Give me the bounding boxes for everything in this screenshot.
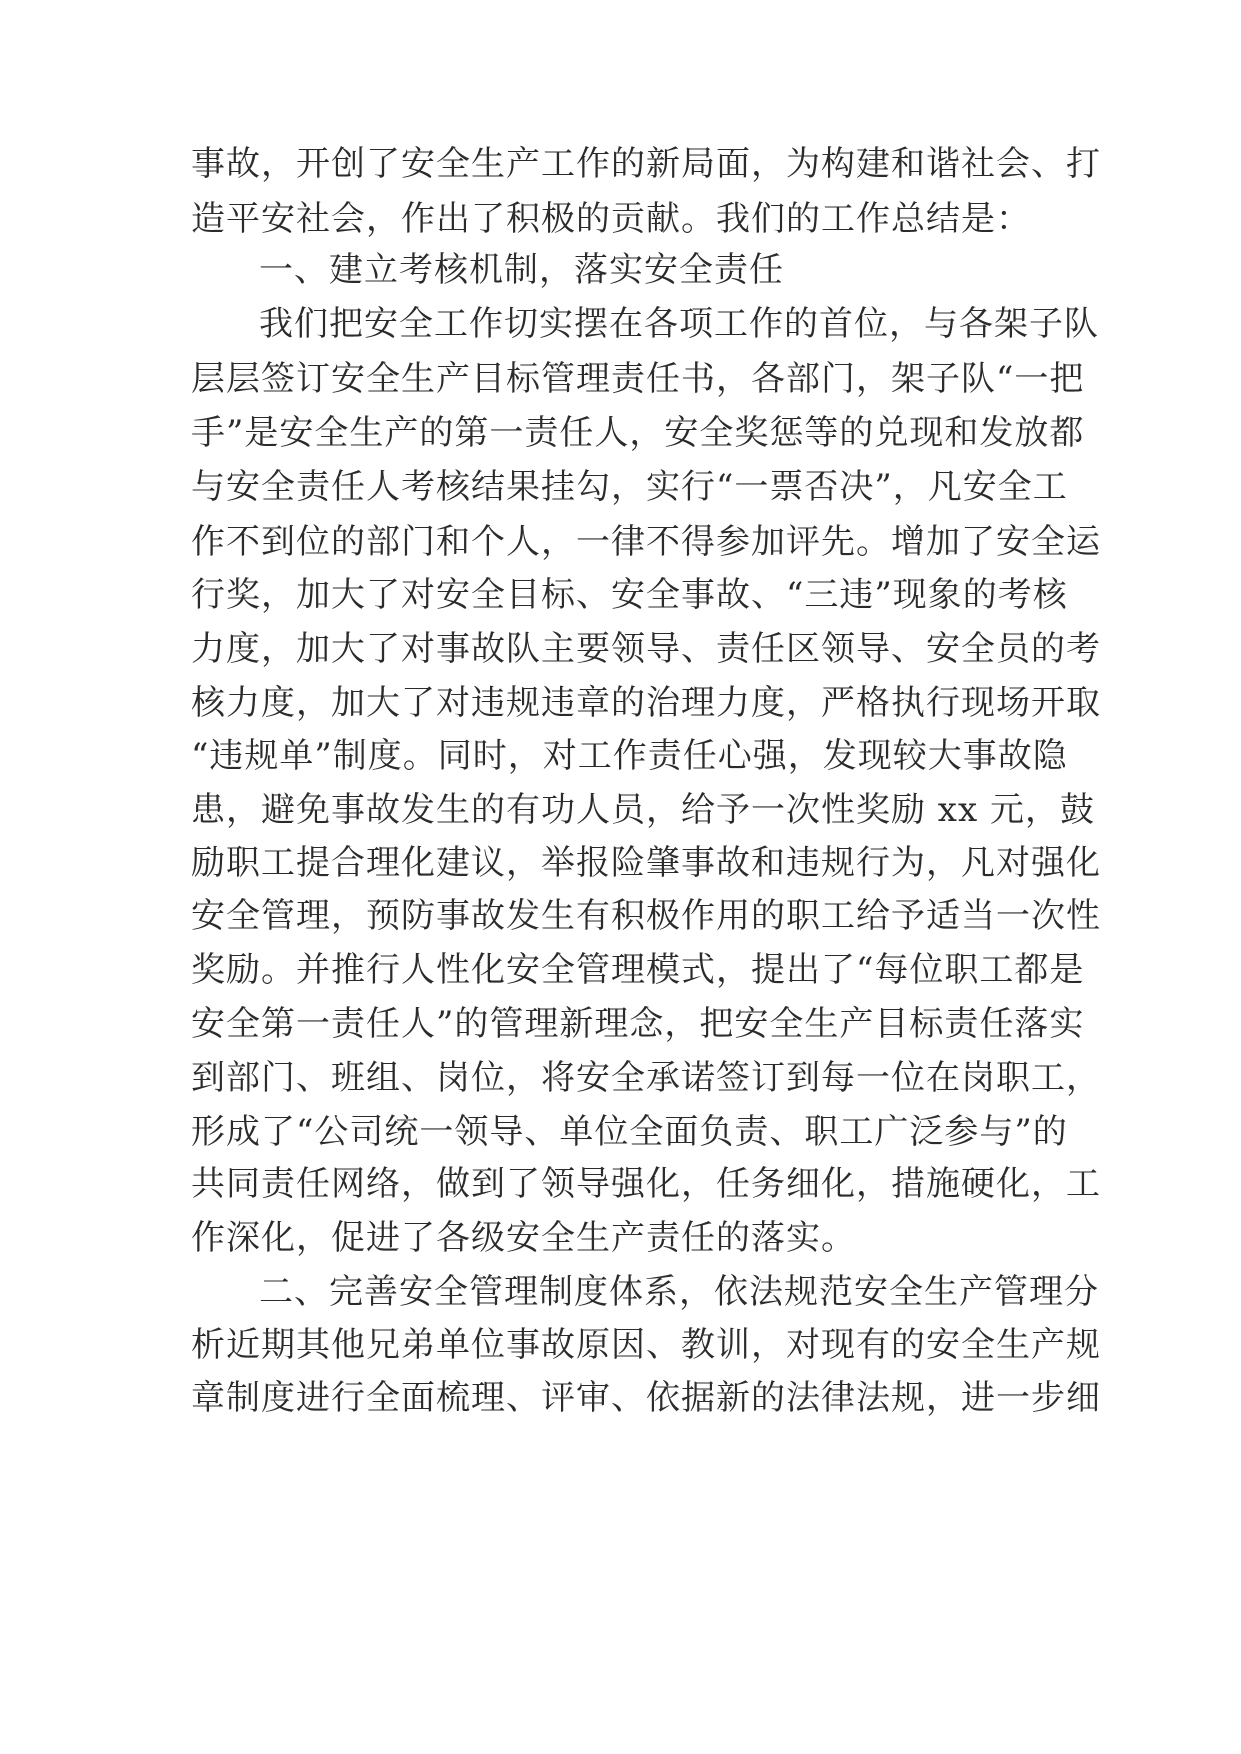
text-line-17: 安全第一责任人”的管理新理念，把安全生产目标责任落实 bbox=[191, 1004, 1085, 1044]
text-line-2: 造平安社会，作出了积极的贡献。我们的工作总结是： bbox=[191, 199, 1031, 239]
text-line-4: 我们把安全工作切实摆在各项工作的首位，与各架子队 bbox=[259, 304, 1099, 344]
text-line-16: 奖励。并推行人性化安全管理模式，提出了“每位职工都是 bbox=[191, 950, 1085, 990]
text-line-1: 事故，开创了安全生产工作的新局面，为构建和谐社会、打 bbox=[191, 144, 1101, 184]
text-line-21: 作深化，促进了各级安全生产责任的落实。 bbox=[191, 1218, 856, 1258]
section-heading-1: 一、建立考核机制，落实安全责任 bbox=[259, 250, 784, 290]
text-line-7: 与安全责任人考核结果挂勾，实行“一票否决”，凡安全工 bbox=[191, 467, 1068, 507]
text-line-8: 作不到位的部门和个人，一律不得参加评先。增加了安全运 bbox=[191, 522, 1101, 562]
text-line-13: 患，避免事故发生的有功人员，给予一次性奖励 xx 元，鼓 bbox=[191, 790, 1095, 830]
text-line-6: 手”是安全生产的第一责任人，安全奖惩等的兑现和发放都 bbox=[191, 413, 1085, 453]
text-line-20: 共同责任网络，做到了领导强化，任务细化，措施硬化，工 bbox=[191, 1164, 1101, 1204]
text-line-12: “违规单”制度。同时，对工作责任心强，发现较大事故隐 bbox=[191, 736, 1068, 776]
text-line-19: 形成了“公司统一领导、单位全面负责、职工广泛参与”的 bbox=[191, 1112, 1068, 1152]
text-line-10: 力度，加大了对事故队主要领导、责任区领导、安全员的考 bbox=[191, 629, 1101, 669]
text-line-24: 章制度进行全面梳理、评审、依据新的法律法规，进一步细 bbox=[191, 1378, 1101, 1418]
text-line-11: 核力度，加大了对违规违章的治理力度，严格执行现场开取 bbox=[191, 683, 1101, 723]
text-line-23: 析近期其他兄弟单位事故原因、教训，对现有的安全生产规 bbox=[191, 1325, 1101, 1365]
text-line-14: 励职工提合理化建议，举报险肇事故和违规行为，凡对强化 bbox=[191, 843, 1101, 883]
text-line-15: 安全管理，预防事故发生有积极作用的职工给予适当一次性 bbox=[191, 896, 1101, 936]
section-heading-2: 二、完善安全管理制度体系，依法规范安全生产管理分 bbox=[259, 1272, 1099, 1312]
text-line-18: 到部门、班组、岗位，将安全承诺签订到每一位在岗职工， bbox=[191, 1058, 1101, 1098]
text-line-5: 层层签订安全生产目标管理责任书，各部门，架子队“一把 bbox=[191, 359, 1085, 399]
text-line-9: 行奖，加大了对安全目标、安全事故、“三违”现象的考核 bbox=[191, 575, 1068, 615]
